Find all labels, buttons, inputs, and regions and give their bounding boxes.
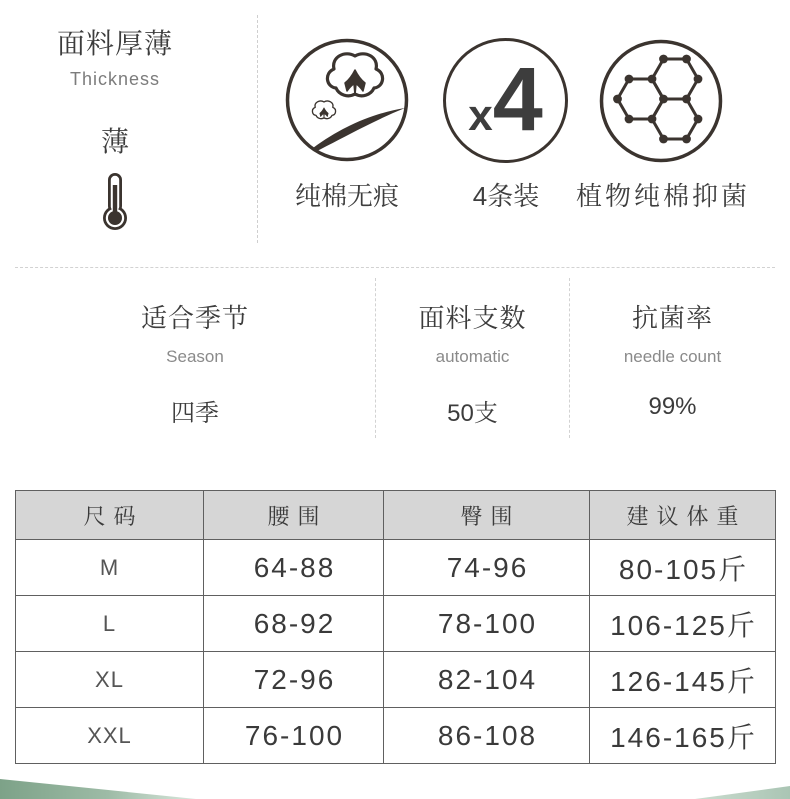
thickness-title-en: Thickness <box>69 69 161 89</box>
cell-size: XL <box>16 652 204 708</box>
size-table <box>15 490 776 764</box>
left-green-wedge <box>0 777 200 799</box>
spec-rate-title-en: needle count <box>623 347 722 366</box>
spec-antibacterial-rate <box>569 278 775 438</box>
cell-size: L <box>16 596 204 652</box>
cell-weight: 126-145斤 <box>590 652 776 708</box>
header-weight: 建议体重 <box>590 491 776 540</box>
cell-hip: 74-96 <box>384 540 590 596</box>
vertical-dashed-divider <box>257 15 258 243</box>
cotton-icon <box>285 38 409 162</box>
thickness-value: 薄 <box>100 126 129 157</box>
cell-waist: 72-96 <box>204 652 384 708</box>
cell-waist: 68-92 <box>204 596 384 652</box>
spec-season-title-en: Season <box>166 347 224 366</box>
table-row-xl <box>16 652 776 708</box>
cell-hip: 86-108 <box>384 708 590 764</box>
badge-label-antibacterial: 植物纯棉抑菌 <box>575 181 750 211</box>
header-waist: 腰围 <box>204 491 384 540</box>
spec-yarn-count <box>375 278 569 438</box>
cell-size: M <box>16 540 204 596</box>
cell-weight: 106-125斤 <box>590 596 776 652</box>
right-green-wedge <box>695 782 790 799</box>
cell-waist: 64-88 <box>204 540 384 596</box>
molecule-icon <box>599 39 723 163</box>
spec-rate-title-zh: 抗菌率 <box>631 303 713 333</box>
badge-label-pack: 4条装 <box>472 181 540 211</box>
spec-season-title-zh: 适合季节 <box>140 303 249 333</box>
cell-waist: 76-100 <box>204 708 384 764</box>
spec-season <box>15 278 375 438</box>
spec-yarn-value: 50支 <box>447 400 498 427</box>
header-hip: 臀围 <box>384 491 590 540</box>
x4-small-x: x <box>468 91 493 140</box>
badge-label-cotton: 纯棉无痕 <box>294 181 399 211</box>
spec-rate-value: 99% <box>648 393 697 420</box>
x4-big-4: 4 <box>492 50 543 150</box>
size-table-header-row <box>16 491 776 540</box>
specs-row <box>15 278 775 438</box>
cell-weight: 80-105斤 <box>590 540 776 596</box>
cell-hip: 78-100 <box>384 596 590 652</box>
cell-hip: 82-104 <box>384 652 590 708</box>
x4-pack-icon <box>443 38 568 163</box>
thickness-title-zh: 面料厚薄 <box>56 28 173 59</box>
spec-season-value: 四季 <box>171 400 219 427</box>
thickness-panel <box>0 22 230 237</box>
table-row-m <box>16 540 776 596</box>
spec-yarn-title-en: automatic <box>435 347 510 366</box>
header-size: 尺码 <box>16 491 204 540</box>
thermometer-icon <box>0 172 230 237</box>
cell-size: XXL <box>16 708 204 764</box>
cell-weight: 146-165斤 <box>590 708 776 764</box>
horizontal-dashed-divider <box>15 267 775 268</box>
spec-yarn-title-zh: 面料支数 <box>418 303 527 333</box>
table-row-l <box>16 596 776 652</box>
table-row-xxl <box>16 708 776 764</box>
